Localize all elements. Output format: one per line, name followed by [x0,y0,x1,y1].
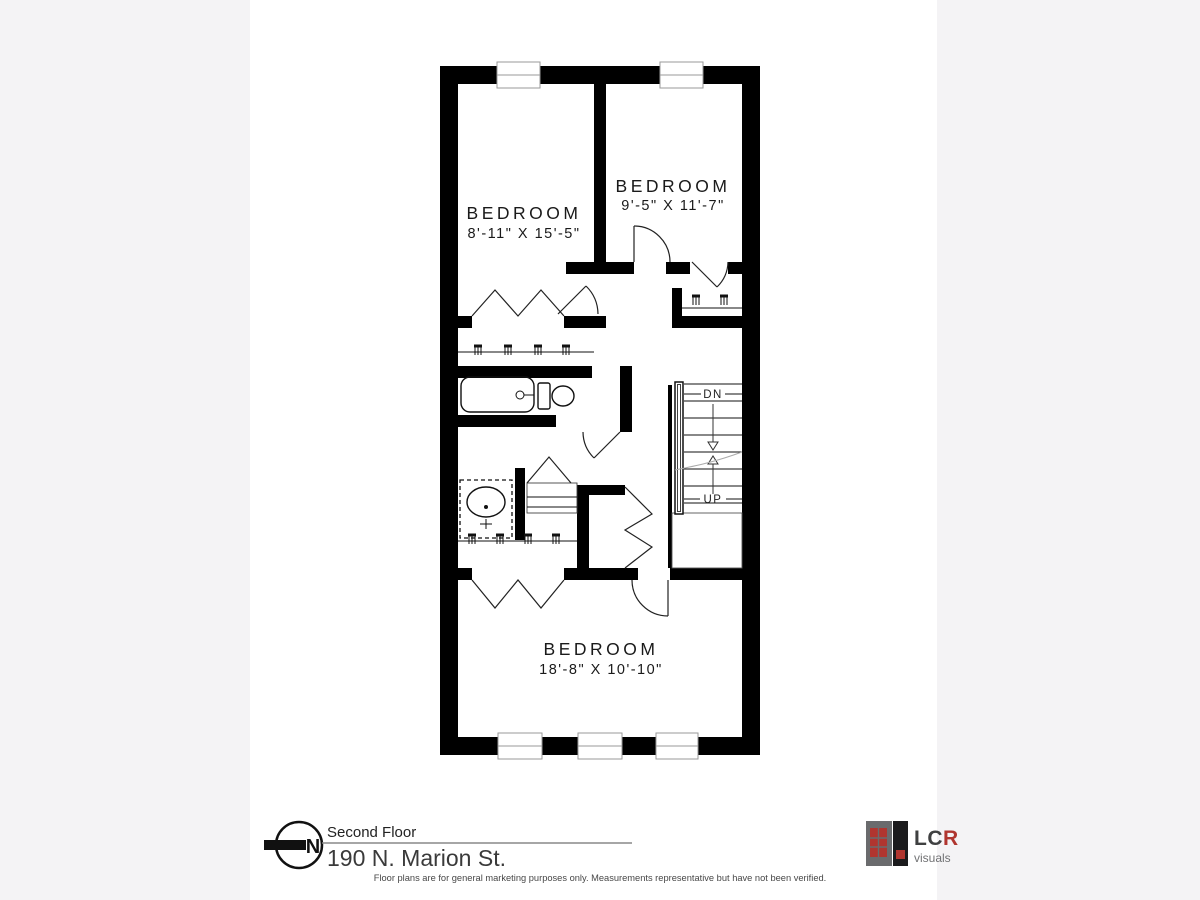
brand-subtitle: visuals [914,851,951,865]
bedroom-topleft-dims: 8'-11" X 15'-5" [467,226,581,242]
bedroom-topright-label: BEDROOM [615,176,731,196]
stairs-down-label: DN [703,389,723,401]
hanger-icon [552,535,560,544]
sink-vanity-icon [460,480,512,538]
brand-name [914,827,959,850]
north-compass-icon [264,822,322,868]
bathtub-icon [461,377,534,412]
bedroom-topleft-label: BEDROOM [466,203,582,223]
hanger-icon [534,346,542,355]
hanger-icon [468,535,476,544]
brand-name-accent: R [943,827,959,850]
bifold-doors [472,290,652,608]
stairs-up-label: UP [703,494,723,506]
hanger-icon [562,346,570,355]
bedroom-bottom-dims: 18'-8" X 10'-10" [539,662,663,678]
compass-letter: N [305,836,321,858]
brand-name-primary: LC [914,827,943,850]
floor-label: Second Floor [327,824,417,841]
stair-handrail [675,382,683,514]
title-block [322,824,632,871]
linen-shelves [527,483,577,513]
brand-logo [866,821,959,866]
hanger-icon [692,296,700,305]
bedroom-topright-dims: 9'-5" X 11'-7" [621,198,725,214]
staircase [672,382,742,568]
hanger-icon [474,346,482,355]
disclaimer-text: Floor plans are for general marketing purposes only. Measurements representative but have not been verified. [373,873,827,883]
hanger-icon [504,346,512,355]
address-label: 190 N. Marion St. [327,845,506,871]
toilet-icon [538,383,574,409]
stair-landing [672,513,742,568]
hanger-icon [524,535,532,544]
closet-top [458,346,594,355]
hanger-icon [720,296,728,305]
brand-window-icon [866,821,908,866]
bedroom-bottom-label: BEDROOM [543,639,659,659]
hanger-icon [496,535,504,544]
closet-stair-top [682,296,742,308]
